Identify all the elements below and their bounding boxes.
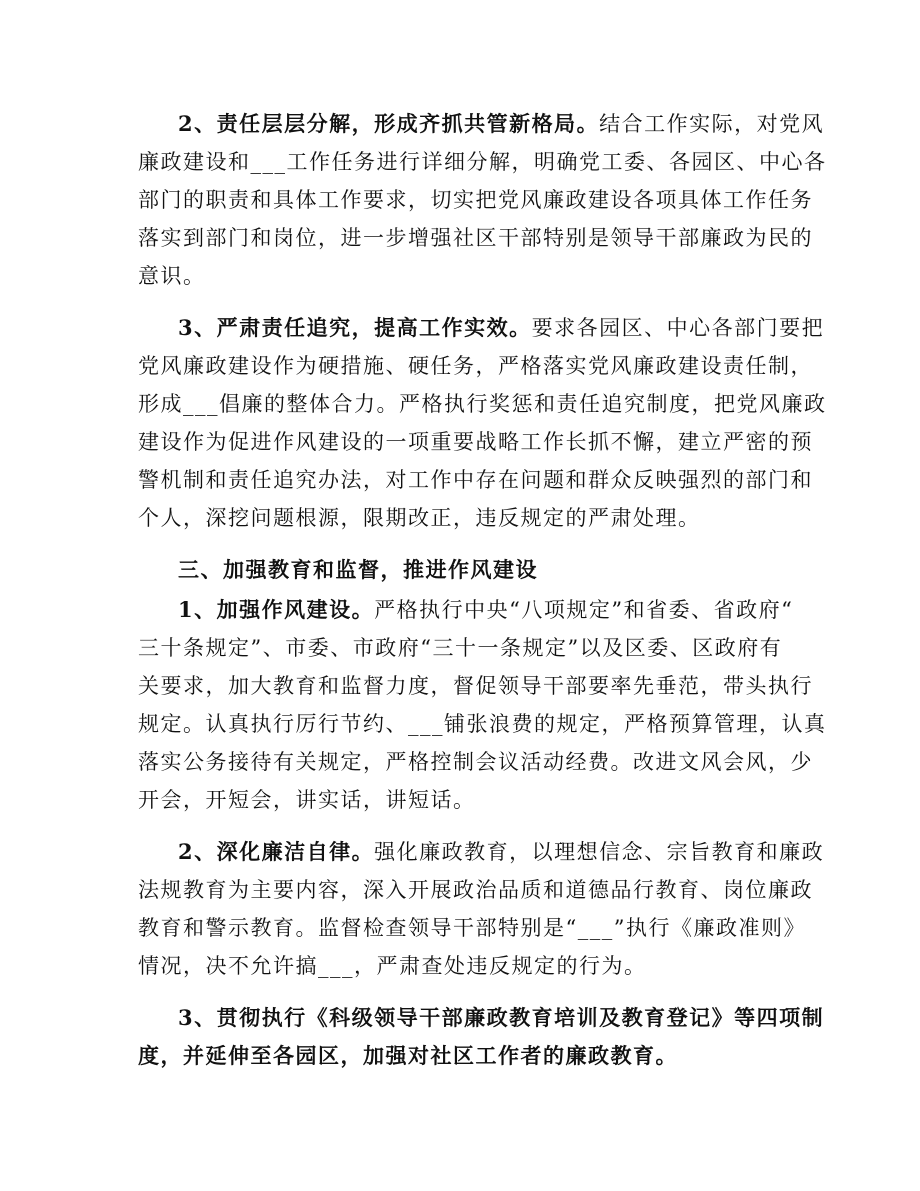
paragraph-2-line-2: 党风廉政建设作为硬措施、硬任务，严格落实党风廉政建设责任制， xyxy=(138,354,813,378)
paragraph-5-line-2: 度，并延伸至各园区，加强对社区工作者的廉政教育。 xyxy=(138,1043,678,1068)
paragraph-4-line-2: 法规教育为主要内容，深入开展政治品质和道德品行教育、岗位廉政 xyxy=(138,878,813,902)
paragraph-3-line-2: 三十条规定”、市委、市政府“三十一条规定”以及区委、区政府有 xyxy=(138,636,783,660)
paragraph-4-lead: 2、深化廉洁自律。 xyxy=(178,839,375,864)
paragraph-4-line-1 xyxy=(178,838,824,866)
paragraph-3-line-6: 开会，开短会，讲实话，讲短话。 xyxy=(138,788,476,812)
paragraph-1-line-3: 部门的职责和具体工作要求，切实把党风廉政建设各项具体工作任务 xyxy=(138,188,813,212)
paragraph-3-line-3: 关要求，加大教育和监督力度，督促领导干部要率先垂范，带头执行 xyxy=(138,674,813,698)
paragraph-2-lead: 3、严肃责任追究，提高工作实效。 xyxy=(178,315,532,340)
paragraph-2-line-5: 警机制和责任追究办法，对工作中存在问题和群众反映强烈的部门和 xyxy=(138,468,813,492)
paragraph-3-line-5: 落实公务接待有关规定，严格控制会议活动经费。改进文风会风，少 xyxy=(138,750,813,774)
paragraph-2-line-6: 个人，深挖问题根源，限期改正，违反规定的严肃处理。 xyxy=(138,506,701,530)
paragraph-4-line-3: 教育和警示教育。监督检查领导干部特别是“___”执行《廉政准则》 xyxy=(138,916,806,940)
paragraph-1-line-4: 落实到部门和岗位，进一步增强社区干部特别是领导干部廉政为民的 xyxy=(138,226,813,250)
section-heading-3: 三、加强教育和监督，推进作风建设 xyxy=(178,557,538,582)
paragraph-1-line-2: 廉政建设和___工作任务进行详细分解，明确党工委、各园区、中心各 xyxy=(138,150,827,174)
paragraph-1-text: 结合工作实际，对党风 xyxy=(599,112,825,136)
paragraph-2-line-1 xyxy=(178,314,824,342)
paragraph-5-line-1: 3、贯彻执行《科级领导干部廉政教育培训及教育登记》等四项制 xyxy=(178,1005,825,1030)
paragraph-2-text: 要求各园区、中心各部门要把 xyxy=(531,316,825,340)
paragraph-3-lead: 1、加强作风建设。 xyxy=(178,597,375,622)
paragraph-3-text: 严格执行中央“八项规定”和省委、省政府“ xyxy=(374,598,794,622)
paragraph-2-line-3: 形成___倡廉的整体合力。严格执行奖惩和责任追究制度，把党风廉政 xyxy=(138,392,827,416)
paragraph-4-text: 强化廉政教育，以理想信念、宗旨教育和廉政 xyxy=(374,840,825,864)
paragraph-4-line-4: 情况，决不允许搞___，严肃查处违反规定的行为。 xyxy=(138,954,647,978)
paragraph-1-lead: 2、责任层层分解，形成齐抓共管新格局。 xyxy=(178,111,600,136)
paragraph-3-line-1 xyxy=(178,596,793,624)
paragraph-1-line-1 xyxy=(178,110,824,138)
paragraph-3-line-4: 规定。认真执行厉行节约、___铺张浪费的规定，严格预算管理，认真 xyxy=(138,712,827,736)
paragraph-2-line-4: 建设作为促进作风建设的一项重要战略工作长抓不懈，建立严密的预 xyxy=(138,430,813,454)
paragraph-1-line-5: 意识。 xyxy=(138,264,206,288)
